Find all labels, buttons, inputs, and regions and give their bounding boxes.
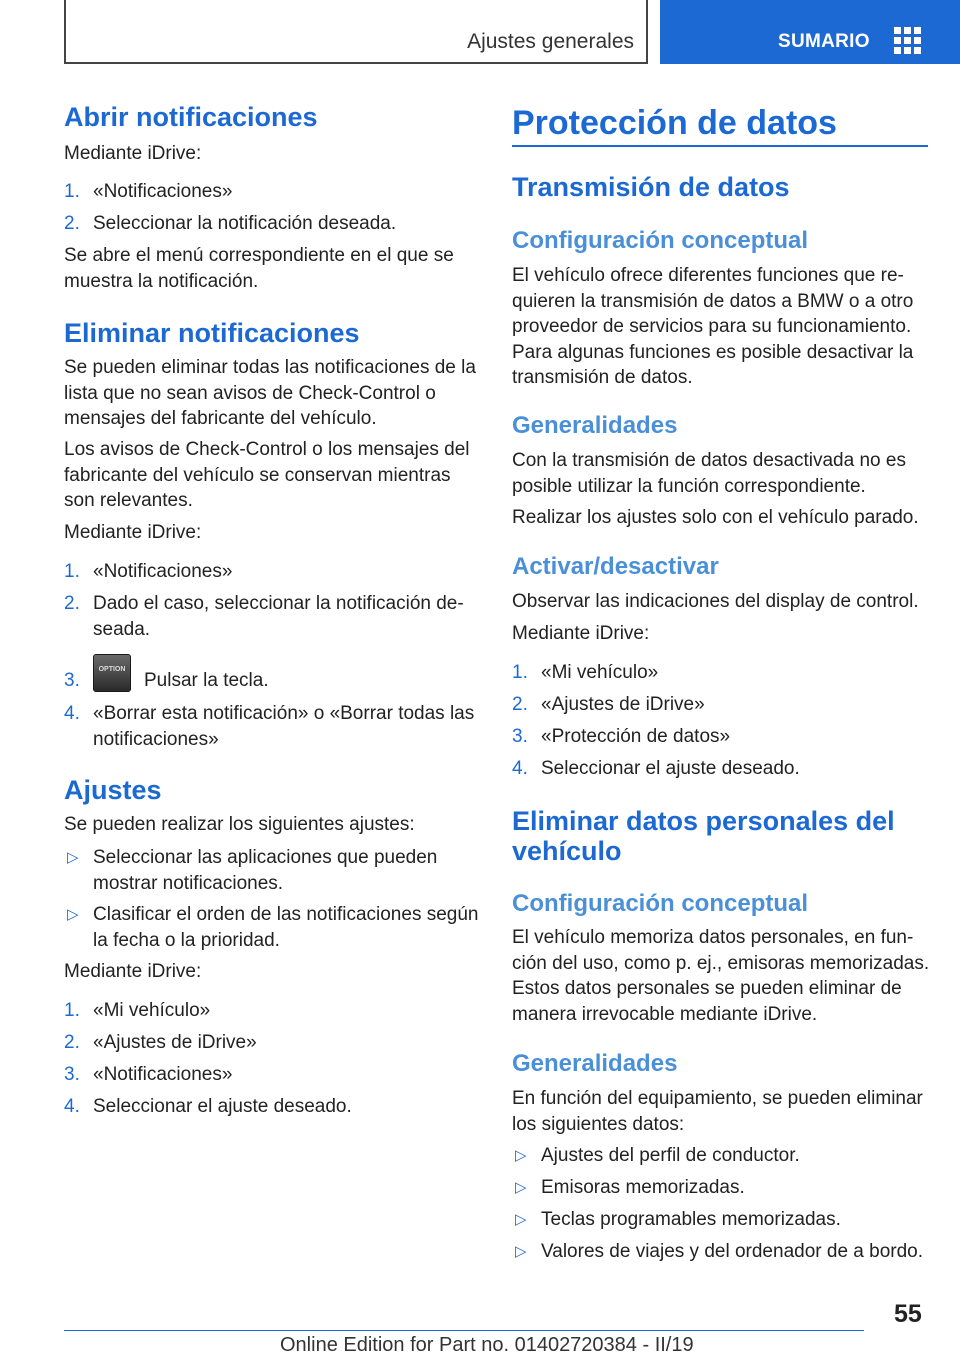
- header-section-box: [64, 0, 648, 64]
- step-number: 3.: [64, 1064, 80, 1085]
- section-heading: Eliminar notificaciones: [64, 318, 360, 348]
- subsection-heading: Generalidades: [512, 412, 678, 439]
- step-text: Seleccionar el ajuste deseado.: [541, 758, 800, 779]
- step-text: «Notificaciones»: [93, 1064, 233, 1085]
- triangle-bullet-icon: ▷: [67, 906, 79, 923]
- abrir-section: [64, 102, 484, 132]
- step-number: 1.: [64, 1000, 80, 1021]
- bullet-text: Seleccionar las aplicaciones que pueden mostrar notificaciones.: [93, 847, 438, 894]
- step-number: 4.: [512, 758, 528, 779]
- paragraph: El vehículo memoriza datos personales, en fun-ción del uso, como p. ej., emisoras memorizadas. Estos datos personales se pueden eliminar de manera irrevocable mediante iDrive.: [512, 927, 930, 1025]
- intro-text: Se pueden realizar los siguientes ajustes:: [64, 814, 415, 835]
- step-text: «Ajustes de iDrive»: [93, 1032, 257, 1053]
- triangle-bullet-icon: ▷: [67, 849, 79, 866]
- intro-text: Mediante iDrive:: [64, 522, 202, 543]
- subsection-heading: Generalidades: [512, 1050, 678, 1077]
- step-number: 2.: [512, 694, 528, 715]
- list-item: [64, 591, 484, 643]
- result-text: Se abre el menú correspondiente en el que se muestra la notificación.: [64, 245, 454, 292]
- step-text: Seleccionar el ajuste deseado.: [93, 1096, 352, 1117]
- list-item: [64, 701, 484, 753]
- triangle-bullet-icon: ▷: [515, 1211, 527, 1228]
- grid-menu-icon: [894, 27, 922, 53]
- step-number: 2.: [64, 1032, 80, 1053]
- footer-edition-text: Online Edition for Part no. 01402720384 - II/19: [280, 1334, 694, 1356]
- bullet-text: Clasificar el orden de las notificaciones según la fecha o la prioridad.: [93, 904, 479, 951]
- page-title: Protección de datos: [512, 104, 837, 142]
- step-text: «Notificaciones»: [93, 561, 233, 582]
- bullet-text: Teclas programables memorizadas.: [541, 1209, 841, 1230]
- subsection-heading: Activar/desactivar: [512, 553, 719, 580]
- step-number: 1.: [512, 662, 528, 683]
- step-number: 4.: [64, 703, 80, 724]
- step-text: «Ajustes de iDrive»: [541, 694, 705, 715]
- sumario-button[interactable]: [660, 0, 960, 64]
- step-number: 2.: [64, 593, 80, 614]
- step-text: «Mi vehículo»: [93, 1000, 211, 1021]
- step-number: 3.: [512, 726, 528, 747]
- step-text: «Borrar esta notificación» o «Borrar todas las notificaciones»: [93, 703, 475, 750]
- step-text: Dado el caso, seleccionar la notificación de-seada.: [93, 593, 464, 640]
- paragraph: Se pueden eliminar todas las notificaciones de la lista que no sean avisos de Check-Control o mensajes del fabricante del vehículo.: [64, 357, 476, 429]
- title-divider: [512, 145, 928, 147]
- step-text: «Protección de datos»: [541, 726, 731, 747]
- section-title: Ajustes generales: [467, 30, 634, 53]
- bullet-text: Valores de viajes y del ordenador de a bordo.: [541, 1241, 924, 1262]
- bullet-text: Emisoras memorizadas.: [541, 1177, 745, 1198]
- list-item: [64, 845, 484, 897]
- step-text: Seleccionar la notificación deseada.: [93, 213, 397, 234]
- intro-text: Mediante iDrive:: [64, 961, 202, 982]
- paragraph: En función del equipamiento, se pueden eliminar los siguientes datos:: [512, 1088, 923, 1135]
- intro-text: Mediante iDrive:: [512, 623, 650, 644]
- section-heading: Ajustes: [64, 775, 162, 805]
- triangle-bullet-icon: ▷: [515, 1147, 527, 1164]
- step-text: «Mi vehículo»: [541, 662, 659, 683]
- section-heading: Transmisión de datos: [512, 172, 790, 202]
- step-number: 3.: [64, 670, 80, 691]
- intro-text: Mediante iDrive:: [64, 143, 202, 164]
- footer-divider: [64, 1330, 864, 1331]
- step-number: 1.: [64, 561, 80, 582]
- step-number: 4.: [64, 1096, 80, 1117]
- step-number: 1.: [64, 181, 80, 202]
- step-number: 2.: [64, 213, 80, 234]
- paragraph: Con la transmisión de datos desactivada no es posible utilizar la función correspondiente.: [512, 450, 906, 497]
- step-text: Pulsar la tecla.: [144, 670, 269, 691]
- list-item: [64, 902, 484, 954]
- triangle-bullet-icon: ▷: [515, 1243, 527, 1260]
- option-key-icon: OPTION: [93, 654, 131, 692]
- section-heading: Abrir notificaciones: [64, 102, 318, 132]
- subsection-heading: Configuración conceptual: [512, 227, 809, 254]
- paragraph: Los avisos de Check-Control o los mensajes del fabricante del vehículo se conservan mientras son relevantes.: [64, 439, 470, 511]
- section-heading: Eliminar datos personales del vehículo: [512, 806, 895, 866]
- page-number: 55: [894, 1300, 922, 1328]
- paragraph: Observar las indicaciones del display de control.: [512, 591, 919, 612]
- paragraph: El vehículo ofrece diferentes funciones que re-quieren la transmisión de datos a BMW o a otro proveedor de servicios para su funcionamiento. Para algunas funciones es posible desactivar la transmisión de datos.: [512, 265, 914, 388]
- triangle-bullet-icon: ▷: [515, 1179, 527, 1196]
- step-text: «Notificaciones»: [93, 181, 233, 202]
- subsection-heading: Configuración conceptual: [512, 890, 809, 917]
- sumario-label: SUMARIO: [778, 31, 870, 52]
- bullet-text: Ajustes del perfil de conductor.: [541, 1145, 800, 1166]
- paragraph: Realizar los ajustes solo con el vehículo parado.: [512, 507, 919, 528]
